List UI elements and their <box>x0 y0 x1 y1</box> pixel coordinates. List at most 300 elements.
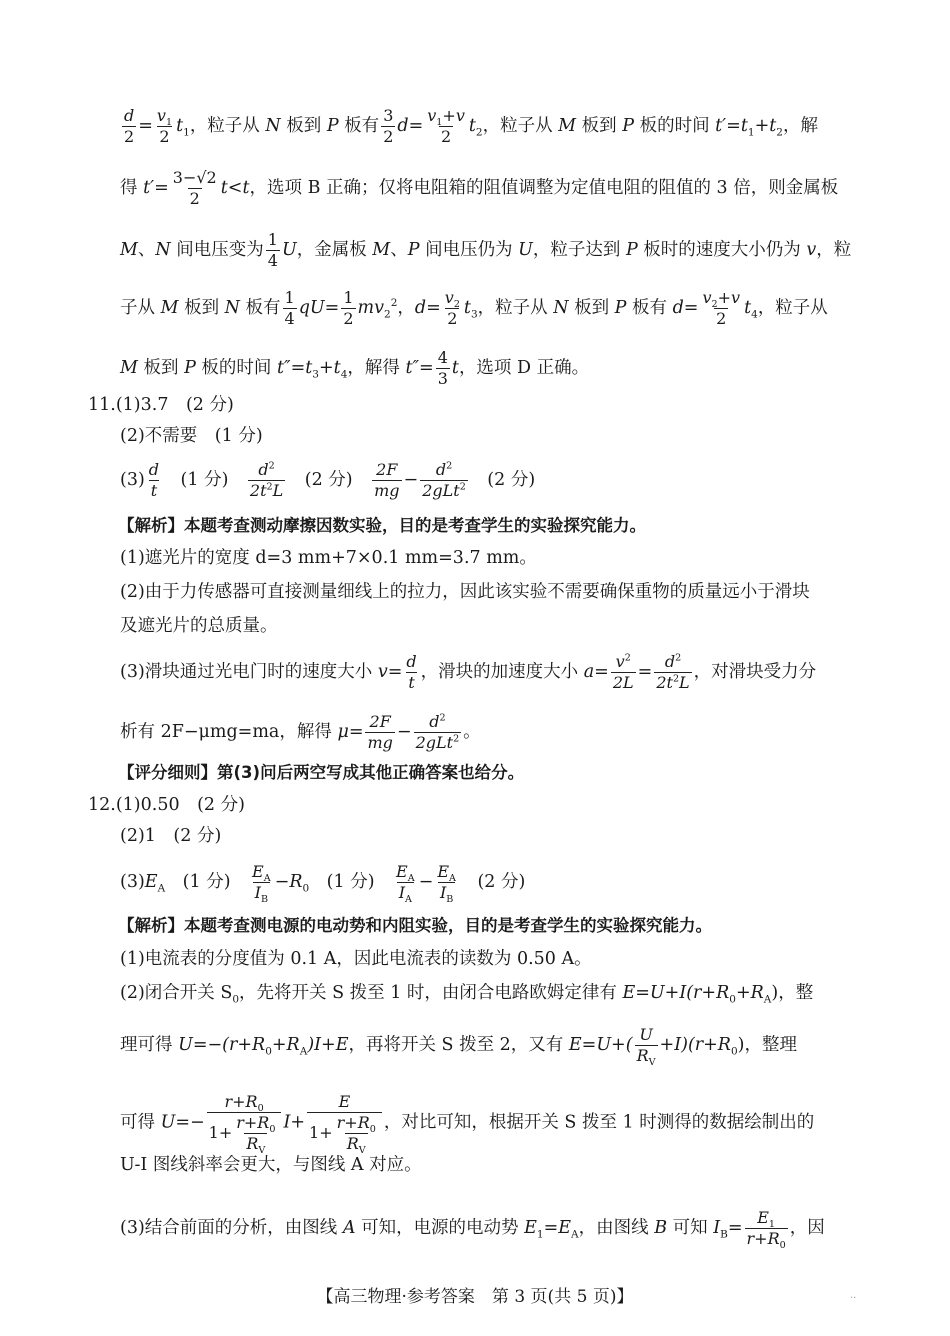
text: = <box>594 662 609 682</box>
subscript: 4 <box>751 308 758 321</box>
a12-step-5: U-I 图线斜率会更大，与图线 A 对应。 <box>120 1155 422 1175</box>
text: R <box>346 1134 359 1153</box>
text: 2t <box>249 481 267 500</box>
a11-step-1: (1)遮光片的宽度 d=3 mm+7×0.1 mm=3.7 mm。 <box>120 548 537 568</box>
text: (2)闭合开关 S <box>120 983 233 1003</box>
text: (3) <box>120 872 145 892</box>
a12-step-6 <box>120 1208 825 1252</box>
subscript: 0 <box>369 1124 376 1136</box>
subscript: 1 <box>536 1228 544 1241</box>
superscript: 2 <box>624 652 631 664</box>
text: P <box>326 116 339 136</box>
denominator <box>438 882 455 906</box>
fraction <box>414 714 462 751</box>
text: (1 分) <box>165 872 249 892</box>
text-line-5 <box>120 350 589 387</box>
text: t <box>744 298 752 318</box>
subscript: 0 <box>730 1045 738 1058</box>
text: 理可得 <box>120 1035 179 1055</box>
text: t″ <box>405 358 420 378</box>
a11-step-4 <box>120 714 481 751</box>
numerator: 2F <box>369 712 391 731</box>
text: R <box>636 1046 649 1065</box>
denominator: 2 <box>159 127 170 146</box>
text: = <box>637 662 653 682</box>
text: (1)0.50 (2 分) <box>115 795 245 815</box>
fraction <box>381 108 395 145</box>
text: t <box>242 178 250 198</box>
numerator: 1 <box>284 288 295 307</box>
text: 板有 <box>239 298 281 318</box>
text: E <box>437 862 450 881</box>
denominator: mg <box>367 733 393 752</box>
subscript: 0 <box>729 993 736 1006</box>
text: ，对比可知，根据开关 S 拨至 1 时测得的数据绘制出的 <box>383 1112 815 1133</box>
text: t <box>176 116 184 136</box>
text: v <box>444 288 454 307</box>
denominator <box>397 882 414 906</box>
text: + <box>318 358 334 378</box>
text: 可得 <box>120 1112 161 1133</box>
a12-step-2 <box>120 983 814 1006</box>
text: − <box>418 872 434 892</box>
q12-answer-2 <box>120 828 221 846</box>
text: 。 <box>463 722 481 742</box>
text: M <box>372 240 391 260</box>
text: I <box>713 1218 721 1238</box>
subscript: 1 <box>165 117 173 129</box>
fraction <box>372 462 401 499</box>
numerator: 1 <box>267 230 278 249</box>
q11-answer-2 <box>120 428 263 446</box>
text-line-1 <box>120 108 818 145</box>
denominator: 3 <box>437 369 448 388</box>
text: d <box>414 298 427 318</box>
fraction <box>266 232 280 269</box>
fraction <box>155 108 174 145</box>
text: ，对滑块受力分 <box>693 662 817 682</box>
text: a <box>583 662 595 682</box>
q12-answer-1 <box>88 797 245 815</box>
text: 板有 <box>338 116 380 136</box>
fraction <box>443 290 462 327</box>
text: (3)滑块通过光电门时的速度大小 <box>120 662 378 682</box>
text: 1+ <box>309 1123 333 1142</box>
subscript: A <box>763 993 772 1006</box>
text: t <box>333 358 341 378</box>
subscript: B <box>720 1228 728 1241</box>
text: ，粒子从 <box>189 116 266 136</box>
text: 板到 <box>576 116 623 136</box>
text: 2gLt <box>415 733 454 752</box>
subscript: A <box>571 1228 579 1241</box>
subscript: V <box>258 1145 266 1157</box>
subscript: A <box>405 894 412 906</box>
text: d <box>435 460 447 479</box>
numerator: 4 <box>437 348 448 367</box>
text: (1)3.7 (2 分) <box>115 395 234 415</box>
analysis-heading-12: 【解析】本题考查测电源的电动势和内阻实验，目的是考查学生的实验探究能力。 <box>118 916 712 935</box>
text: N <box>155 240 171 260</box>
superscript: 2 <box>672 673 680 685</box>
subscript: 0 <box>302 882 310 895</box>
text: (2 分) <box>469 470 536 490</box>
text: U <box>281 240 297 260</box>
text: r+R <box>236 1113 270 1132</box>
text: )，整 <box>771 983 814 1003</box>
superscript: 2 <box>268 460 275 472</box>
fraction <box>365 714 394 751</box>
q11-answer-1 <box>88 397 234 415</box>
text: = <box>683 298 699 318</box>
superscript: 2 <box>453 733 460 745</box>
text: ，由图线 <box>578 1218 655 1238</box>
text-line-4 <box>120 290 828 327</box>
text: E <box>757 1208 769 1227</box>
text: B <box>654 1218 668 1238</box>
subscript: 0 <box>257 1103 264 1115</box>
text: P <box>614 298 627 318</box>
subscript: 2 <box>453 299 460 311</box>
text: (2)1 (2 分) <box>120 826 222 846</box>
numerator: 1 <box>343 288 354 307</box>
fraction <box>171 170 219 207</box>
denominator: 4 <box>267 251 278 270</box>
text: R <box>246 1134 259 1153</box>
text: ，因 <box>789 1218 825 1238</box>
fraction <box>341 290 355 327</box>
subscript: 2 <box>776 126 783 139</box>
grading-note-11: 【评分细则】第(3)问后两空写成其他正确答案也给分。 <box>118 763 525 782</box>
denominator <box>420 480 468 499</box>
fraction <box>436 350 450 387</box>
denominator: 2 <box>189 189 200 208</box>
numerator <box>435 862 458 885</box>
denominator <box>307 1112 382 1157</box>
text: 、 <box>390 240 408 260</box>
text: ，解 <box>782 116 818 136</box>
text: = <box>408 116 424 136</box>
text: = <box>348 722 364 742</box>
text: ，粒子从 <box>482 116 559 136</box>
fraction <box>335 1113 378 1157</box>
text: (3)结合前面的分析，由图线 <box>120 1218 343 1238</box>
superscript: 2 <box>459 481 466 493</box>
fraction <box>207 1092 282 1157</box>
text: +I)(r+R <box>659 1035 731 1055</box>
text: 间电压仍为 <box>419 240 519 260</box>
numerator <box>335 1113 378 1136</box>
text: t <box>468 116 476 136</box>
text: 板到 <box>178 298 225 318</box>
text: )I+E <box>307 1035 349 1055</box>
text: ，选项 D 正确。 <box>458 358 590 378</box>
text: P <box>407 240 420 260</box>
text: E=U+( <box>568 1035 633 1055</box>
text: ，粒子达到 <box>532 240 626 260</box>
subscript: V <box>358 1145 366 1157</box>
numerator <box>434 462 454 480</box>
superscript: 2 <box>446 460 453 472</box>
numerator <box>234 1113 277 1136</box>
question-number: 12. <box>88 795 116 815</box>
text: mv <box>357 298 385 318</box>
numerator: d <box>148 460 160 479</box>
text: P <box>184 358 196 378</box>
text-line-2 <box>120 170 838 207</box>
question-number: 11. <box>88 395 116 415</box>
text: 子从 <box>120 298 161 318</box>
a11-step-2b: 及遮光片的总质量。 <box>120 616 278 636</box>
subscript: B <box>446 894 454 906</box>
superscript: 2 <box>390 297 398 310</box>
subscript: A <box>299 1045 308 1058</box>
subscript: 0 <box>779 1240 786 1252</box>
text: +R <box>271 1035 300 1055</box>
text: 板的时间 <box>634 116 716 136</box>
text: E=U+I(r+R <box>622 983 730 1003</box>
subscript: 1 <box>436 117 443 129</box>
denominator <box>745 1228 788 1252</box>
text: (1 分) <box>309 872 393 892</box>
text: t′ <box>715 116 727 136</box>
text: 板到 <box>137 358 185 378</box>
denominator <box>207 1112 282 1157</box>
text: +v <box>717 288 741 307</box>
subscript: 2 <box>711 299 718 311</box>
fraction <box>234 1113 277 1157</box>
numerator: E <box>338 1092 351 1111</box>
denominator <box>635 1045 658 1069</box>
q12-answer-3 <box>120 862 526 906</box>
text: 、 <box>137 240 156 260</box>
numerator: 3 <box>383 106 394 125</box>
text: ，解得 <box>347 358 406 378</box>
fraction <box>394 862 417 906</box>
text: N <box>553 298 569 318</box>
text: t <box>463 298 471 318</box>
text: ，选项 B 正确；仅将电阻箱的阻值调整为定值电阻的阻值的 3 倍，则金属板 <box>249 178 839 198</box>
numerator <box>663 654 683 672</box>
subscript: 1 <box>747 126 755 139</box>
subscript: 2 <box>384 308 391 321</box>
text: t <box>220 178 228 198</box>
text: U=−(r+R <box>178 1035 266 1055</box>
text: (2 分) <box>459 872 526 892</box>
text: (2)不需要 (1 分) <box>120 426 263 446</box>
text: U <box>518 240 533 260</box>
text: d <box>672 298 684 318</box>
corner-mark: .. <box>850 1290 857 1301</box>
numerator <box>614 654 633 672</box>
text: 2gLt <box>422 481 460 500</box>
numerator: d <box>406 652 417 671</box>
page-footer: 【高三物理·参考答案 第 3 页(共 5 页)】 <box>316 1287 634 1307</box>
text: ， <box>397 298 415 318</box>
text: v <box>702 288 712 307</box>
numerator <box>250 862 273 885</box>
text: = <box>419 358 434 378</box>
subscript: 2 <box>475 126 483 139</box>
numerator <box>700 288 742 311</box>
text: M <box>120 240 138 260</box>
numerator: d <box>124 106 135 125</box>
subscript: 0 <box>265 1045 272 1058</box>
fraction <box>611 654 636 691</box>
text: (3) <box>120 470 145 490</box>
text: P <box>622 116 634 136</box>
text: (1 分) <box>163 470 246 490</box>
denominator <box>244 1133 267 1157</box>
text: = <box>324 298 340 318</box>
text: E <box>524 1218 537 1238</box>
subscript: 1 <box>768 1219 776 1231</box>
text: = <box>387 662 403 682</box>
text: = <box>727 1218 743 1238</box>
a12-step-1: (1)电流表的分度值为 0.1 A，因此电流表的读数为 0.50 A。 <box>120 949 592 969</box>
text: +v <box>442 106 465 125</box>
superscript: 2 <box>266 481 273 493</box>
text: =E <box>543 1218 572 1238</box>
text: P <box>625 240 638 260</box>
text: N <box>265 116 281 136</box>
q11-answer-3 <box>120 462 535 499</box>
subscript: V <box>648 1057 656 1069</box>
fraction <box>250 862 273 906</box>
text: E <box>144 872 158 892</box>
text: v <box>377 662 388 682</box>
subscript: A <box>263 873 271 885</box>
text: 间电压变为 <box>170 240 264 260</box>
a11-step-3 <box>120 654 816 691</box>
text: I+ <box>283 1112 306 1133</box>
text: (2 分) <box>287 470 371 490</box>
numerator <box>394 862 417 885</box>
numerator: 2F <box>376 460 398 479</box>
subscript: 1 <box>183 126 190 139</box>
text: 板有 <box>626 298 673 318</box>
fraction <box>700 290 742 327</box>
text: I <box>398 883 406 902</box>
subscript: A <box>157 882 166 895</box>
text: ，粒子从 <box>757 298 828 318</box>
text: t <box>740 116 748 136</box>
text-line-3 <box>120 232 851 269</box>
denominator: 2 <box>716 309 727 328</box>
text: ，先将开关 S 拨至 1 时，由闭合电路欧姆定律有 <box>239 983 623 1003</box>
a12-step-3 <box>120 1025 797 1069</box>
text: ，粒子从 <box>477 298 554 318</box>
text: 板时的速度大小仍为 <box>637 240 807 260</box>
fraction <box>420 462 468 499</box>
text: d <box>429 712 440 731</box>
text: qU <box>298 298 325 318</box>
text: t <box>451 358 459 378</box>
text: L <box>272 481 284 500</box>
text: d <box>258 460 269 479</box>
text: v <box>806 240 817 260</box>
text: t <box>769 116 777 136</box>
text: d <box>397 116 409 136</box>
denominator: 2 <box>440 127 452 146</box>
text: ，金属板 <box>296 240 373 260</box>
text: = <box>138 116 153 136</box>
text: − <box>403 470 419 490</box>
text: ，滑块的加速度大小 <box>420 662 584 682</box>
denominator: 2 <box>343 309 354 328</box>
text: 可知，电源的电动势 <box>355 1218 525 1238</box>
text: < <box>227 178 243 198</box>
denominator <box>248 480 285 499</box>
superscript: 2 <box>675 652 682 664</box>
denominator: 2 <box>447 309 458 328</box>
text: 2t <box>656 673 673 692</box>
text: M <box>558 116 577 136</box>
fraction <box>283 290 297 327</box>
text: 可知 <box>667 1218 714 1238</box>
text: d <box>664 652 676 671</box>
numerator <box>155 106 174 129</box>
text: N <box>224 298 240 318</box>
text: 板到 <box>280 116 327 136</box>
denominator: t <box>408 673 415 692</box>
numerator: 3−√2 <box>172 168 217 187</box>
text: 板的时间 <box>195 358 277 378</box>
text: U=− <box>160 1112 205 1133</box>
denominator: 4 <box>284 309 295 328</box>
numerator: U <box>639 1025 653 1044</box>
denominator <box>345 1133 368 1157</box>
denominator: 2 <box>383 127 394 146</box>
text: ，粒 <box>816 240 852 260</box>
text: + <box>754 116 770 136</box>
text: −R <box>274 872 303 892</box>
subscript: 0 <box>269 1124 276 1136</box>
text: v <box>615 652 625 671</box>
fraction <box>122 108 136 145</box>
text: = <box>154 178 169 198</box>
subscript: 0 <box>232 993 240 1006</box>
fraction <box>654 654 691 691</box>
text: I <box>439 883 447 902</box>
text: = <box>426 298 441 318</box>
denominator: t <box>150 481 158 500</box>
fraction <box>425 108 467 145</box>
text: E <box>252 862 264 881</box>
fraction <box>307 1092 382 1157</box>
text: E <box>396 862 408 881</box>
numerator <box>256 462 276 480</box>
text: 得 <box>120 178 144 198</box>
text: A <box>342 1218 356 1238</box>
a11-step-2: (2)由于力传感器可直接测量细线上的拉力，因此该实验不需要确保重物的质量远小于滑块 <box>120 582 810 602</box>
subscript: 4 <box>340 368 348 381</box>
text: r+R <box>224 1092 258 1111</box>
text: I <box>254 883 261 902</box>
denominator <box>654 672 691 691</box>
subscript: B <box>260 894 269 906</box>
text: r+R <box>746 1229 780 1248</box>
text: − <box>396 722 412 742</box>
denominator <box>414 732 462 751</box>
subscript: A <box>449 873 456 885</box>
fraction <box>635 1025 658 1069</box>
subscript: A <box>407 873 415 885</box>
text: μ <box>337 722 349 742</box>
text: 板到 <box>568 298 615 318</box>
text: = <box>726 116 741 136</box>
numerator <box>222 1092 265 1115</box>
